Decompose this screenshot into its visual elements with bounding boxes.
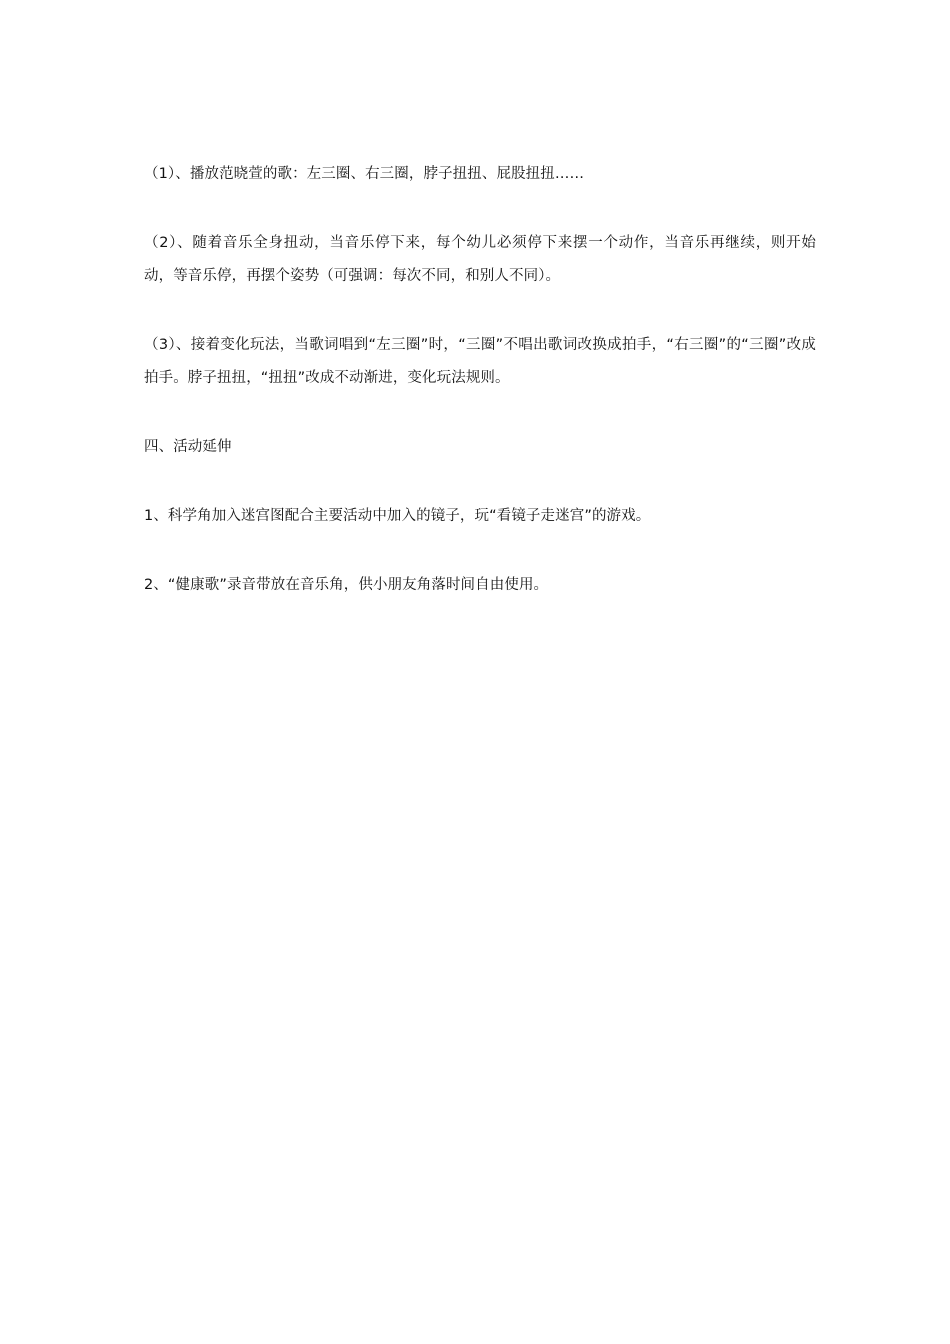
step-1-paragraph: （1）、播放范晓萱的歌：左三圈、右三圈，脖子扭扭、屁股扭扭…… bbox=[144, 166, 585, 182]
document-body bbox=[144, 158, 816, 638]
extension-item-2: 2、“健康歌”录音带放在音乐角，供小朋友角落时间自由使用。 bbox=[144, 577, 549, 593]
section-heading-activity-extension: 四、活动延伸 bbox=[144, 439, 232, 455]
step-2-paragraph: （2）、随着音乐全身扭动，当音乐停下来，每个幼儿必须停下来摆一个动作，当音乐再继续，则开始动，等音乐停，再摆个姿势（可强调：每次不同，和别人不同）。 bbox=[144, 235, 816, 284]
step-3-paragraph: （3）、接着变化玩法，当歌词唱到“左三圈”时，“三圈”不唱出歌词改换成拍手，“右三圈”的“三圈”改成拍手。脖子扭扭，“扭扭”改成不动渐进，变化玩法规则。 bbox=[144, 337, 816, 386]
extension-item-1: 1、科学角加入迷宫图配合主要活动中加入的镜子，玩“看镜子走迷宫”的游戏。 bbox=[144, 508, 651, 524]
